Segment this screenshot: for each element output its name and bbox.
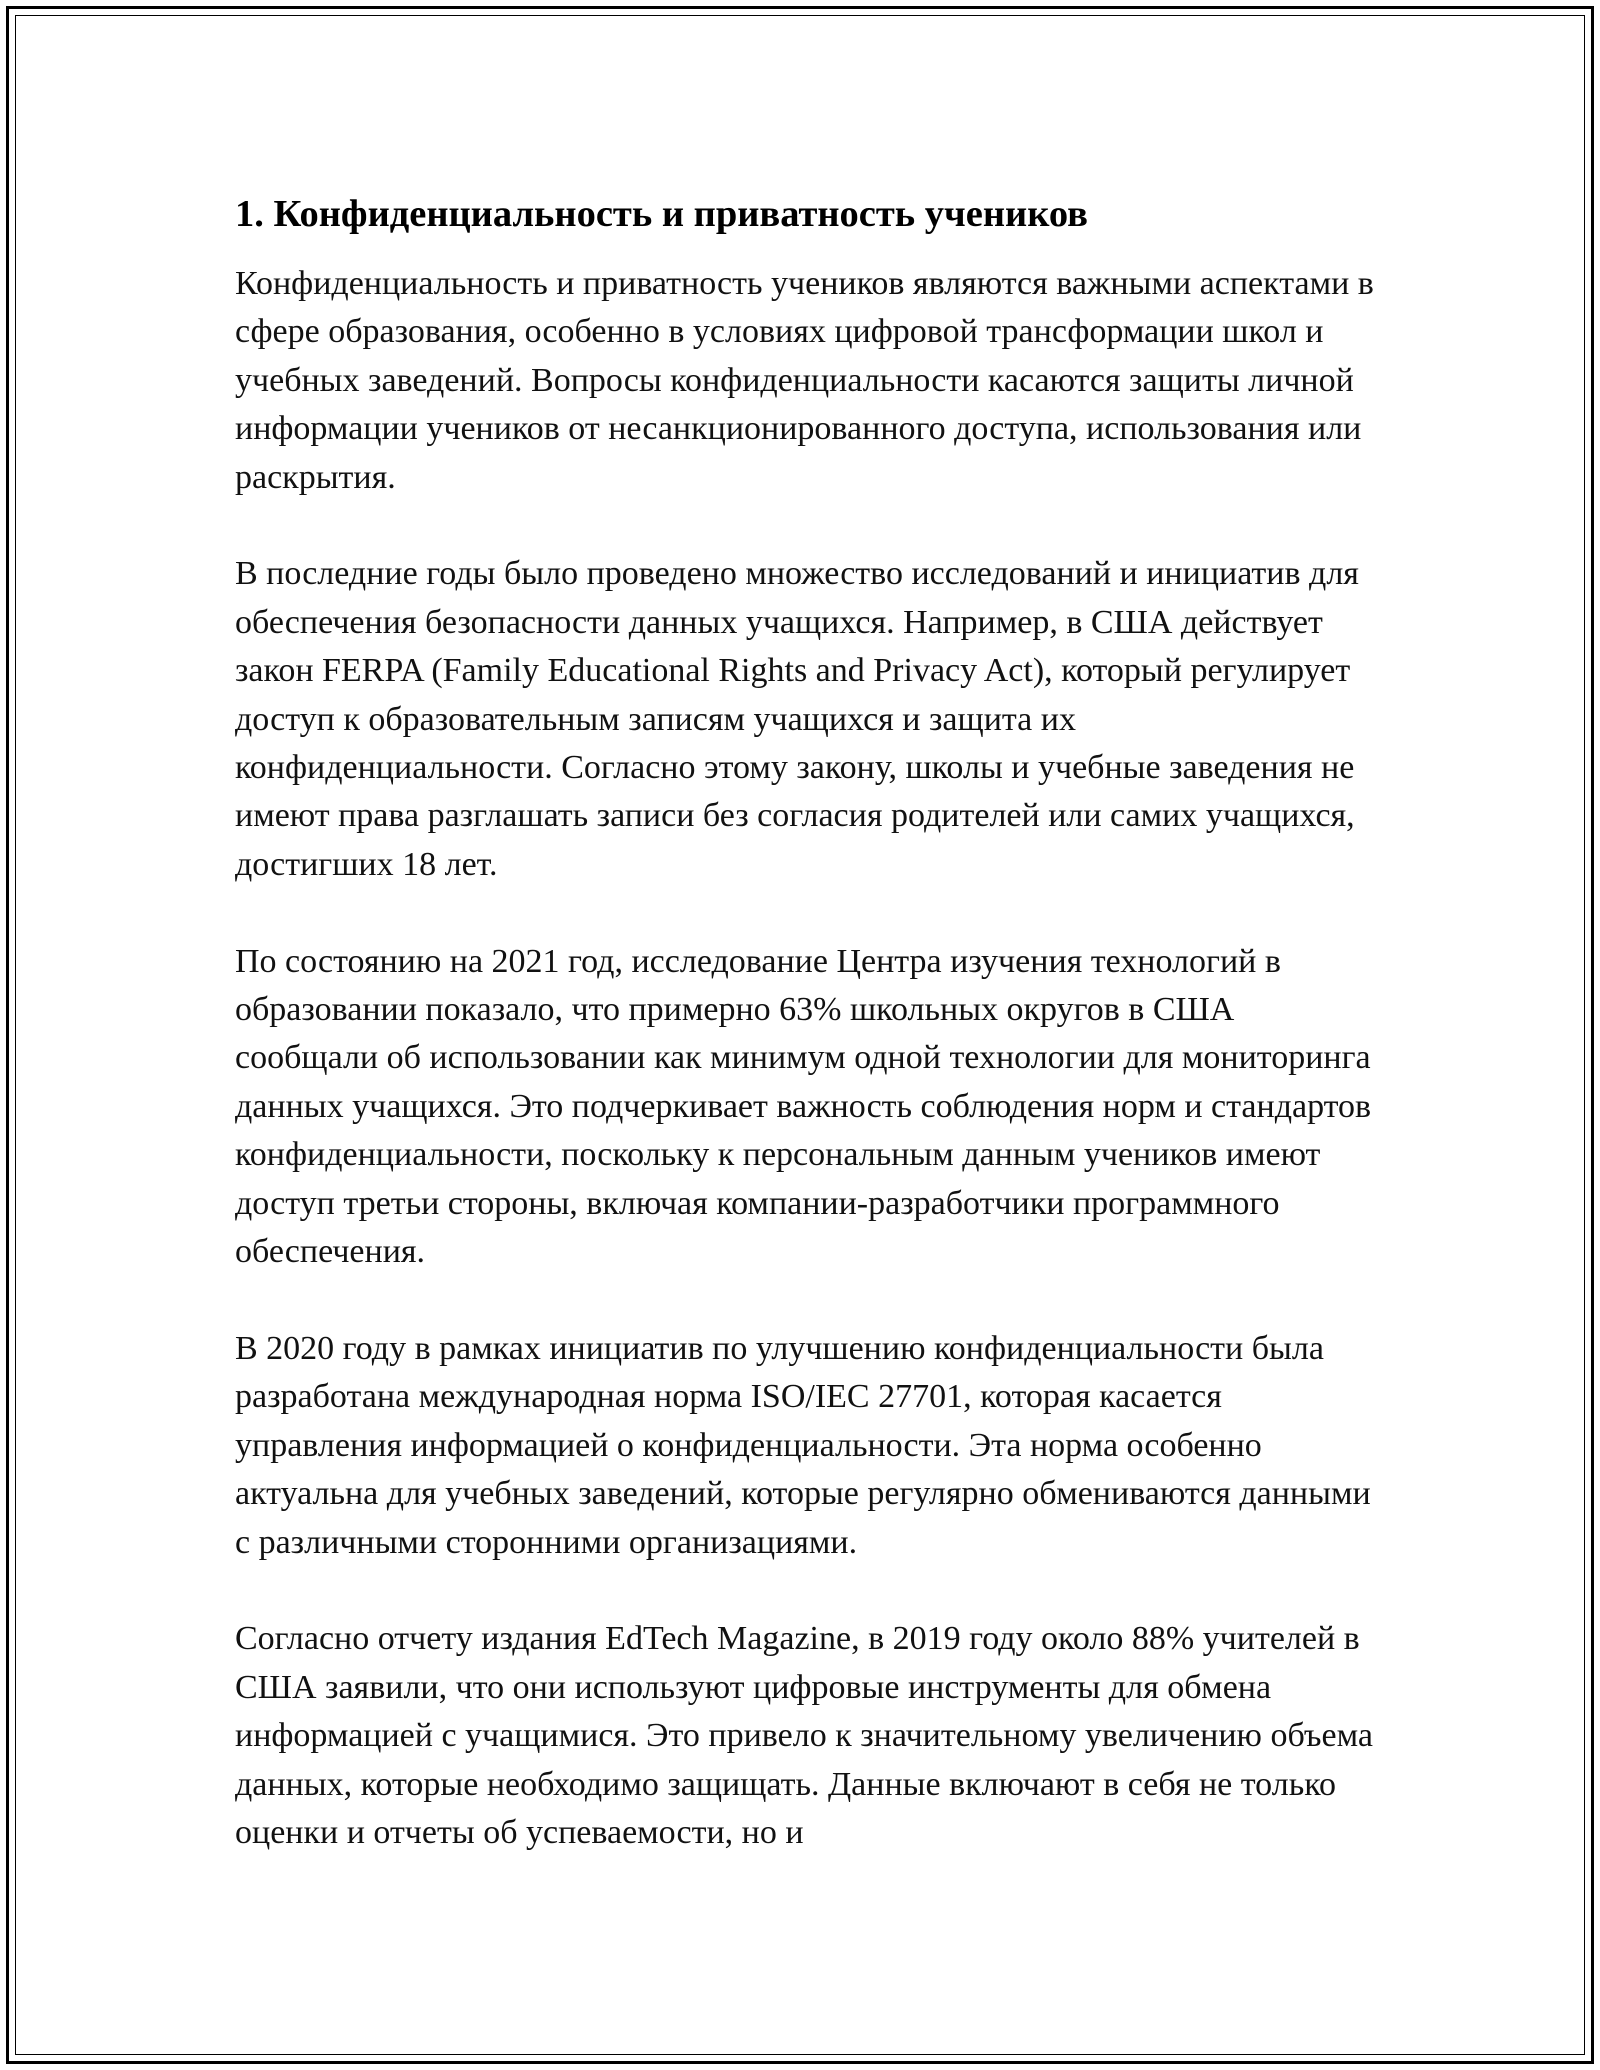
paragraph-5: Согласно отчету издания EdTech Magazine, в 2019 году около 88% учителей в США заявили, что они используют цифровые инструменты для обмена информацией с учащимися. Это привело к значительному увеличению объема данных, которые необходимо защищать. Данные включают в себя не только оценки и отчеты об успеваемости, но и	[235, 1620, 1373, 1851]
paragraph-4: В 2020 году в рамках инициатив по улучшению конфиденциальности была разработана международная норма ISO/IEC 27701, которая касается управления информацией о конфиденциальности. Эта норма особенно актуальна для учебных заведений, которые регулярно обмениваются данными с различными сторонними организациями.	[235, 1329, 1371, 1561]
paragraph-3: По состоянию на 2021 год, исследование Центра изучения технологий в образовании показало, что примерно 63% школьных округов в США сообщали об использовании как минимум одной технологии для мониторинга данных учащихся. Это подчеркивает важность соблюдения норм и стандартов конфиденциальности, поскольку к персональным данным учеников имеют доступ третьи стороны, включая компании-разработчики программного обеспечения.	[235, 942, 1372, 1271]
paragraph-1: Конфиденциальность и приватность учеников являются важными аспектами в сфере образования, особенно в условиях цифровой трансформации школ и учебных заведений. Вопросы конфиденциальности касаются защиты личной информации учеников от несанкционированного доступа, использования или раскрытия.	[235, 265, 1374, 496]
section-heading: 1. Конфиденциальность и приватность учеников	[235, 193, 1088, 235]
paragraph-2: В последние годы было проведено множество исследований и инициатив для обеспечения безопасности данных учащихся. Например, в США действует закон FERPA (Family Educational Rights and Privacy Act), который регулирует доступ к образовательным записям учащихся и защита их конфиденциальности. Согласно этому закону, школы и учебные заведения не имеют права разглашать записи без согласия родителей или самих учащихся, достигших 18 лет.	[235, 555, 1359, 883]
document-body	[235, 190, 1375, 1857]
